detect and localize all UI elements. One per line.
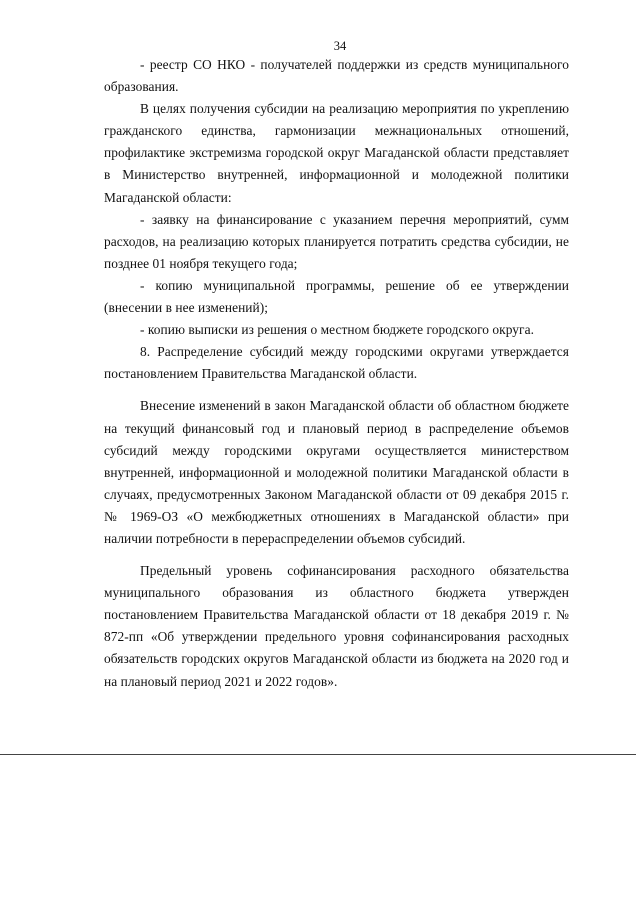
paragraph-program-copy: - копию муниципальной программы, решение об ее утверждении (внесении в нее изменений); [104,277,569,316]
paragraph-registry-item: - реестр СО НКО - получателей поддержки из средств муниципального образования. [104,57,569,95]
footer-divider-line [0,754,636,755]
paragraph-distribution: 8. Распределение субсидий между городскими округами утверждается постановлением Правительства Магаданской области. [104,344,569,382]
paragraph-subsidy-conditions: В целях получения субсидии на реализацию мероприятия по укреплению гражданского единства, гармонизации межнациональных отношений, профилактике экстремизма городской округ Магаданской области представляет в Министерство внутренней, информационной и молодежной политики Магаданской области: [104,101,569,205]
document-body [104,54,569,693]
paragraph-cofinancing-level: Предельный уровень софинансирования расходного обязательства муниципального образования из областного бюджета утвержден постановлением Правительства Магаданской области от 18 декабря 2019 г. № 872-пп «Об утверждении предельного уровня софинансирования расходных обязательств городских округов Магаданской области из бюджета на 2020 год и на плановый период 2021 и 2022 годов». [104,563,569,689]
page-number: 34 [333,39,347,53]
paragraph-financing-request: - заявку на финансирование с указанием перечня мероприятий, сумм расходов, на реализацию которых планируется потратить средства субсидии, не позднее 01 ноября текущего года; [104,211,569,271]
paragraph-budget-changes: Внесение изменений в закон Магаданской области об областном бюджете на текущий финансовый год и плановый период в распределение объемов субсидий между городскими округами осуществляется министерством внутренней, информационной и молодежной политики Магаданской области в случаях, предусмотренных Законом Магаданской области от 09 декабря 2015 г. № 1969-ОЗ «О межбюджетных отношениях в Магаданской области» при наличии потребности в перераспределении объемов субсидий. [104,398,569,546]
paragraph-budget-extract: - копию выписки из решения о местном бюджете городского округа. [140,322,534,338]
